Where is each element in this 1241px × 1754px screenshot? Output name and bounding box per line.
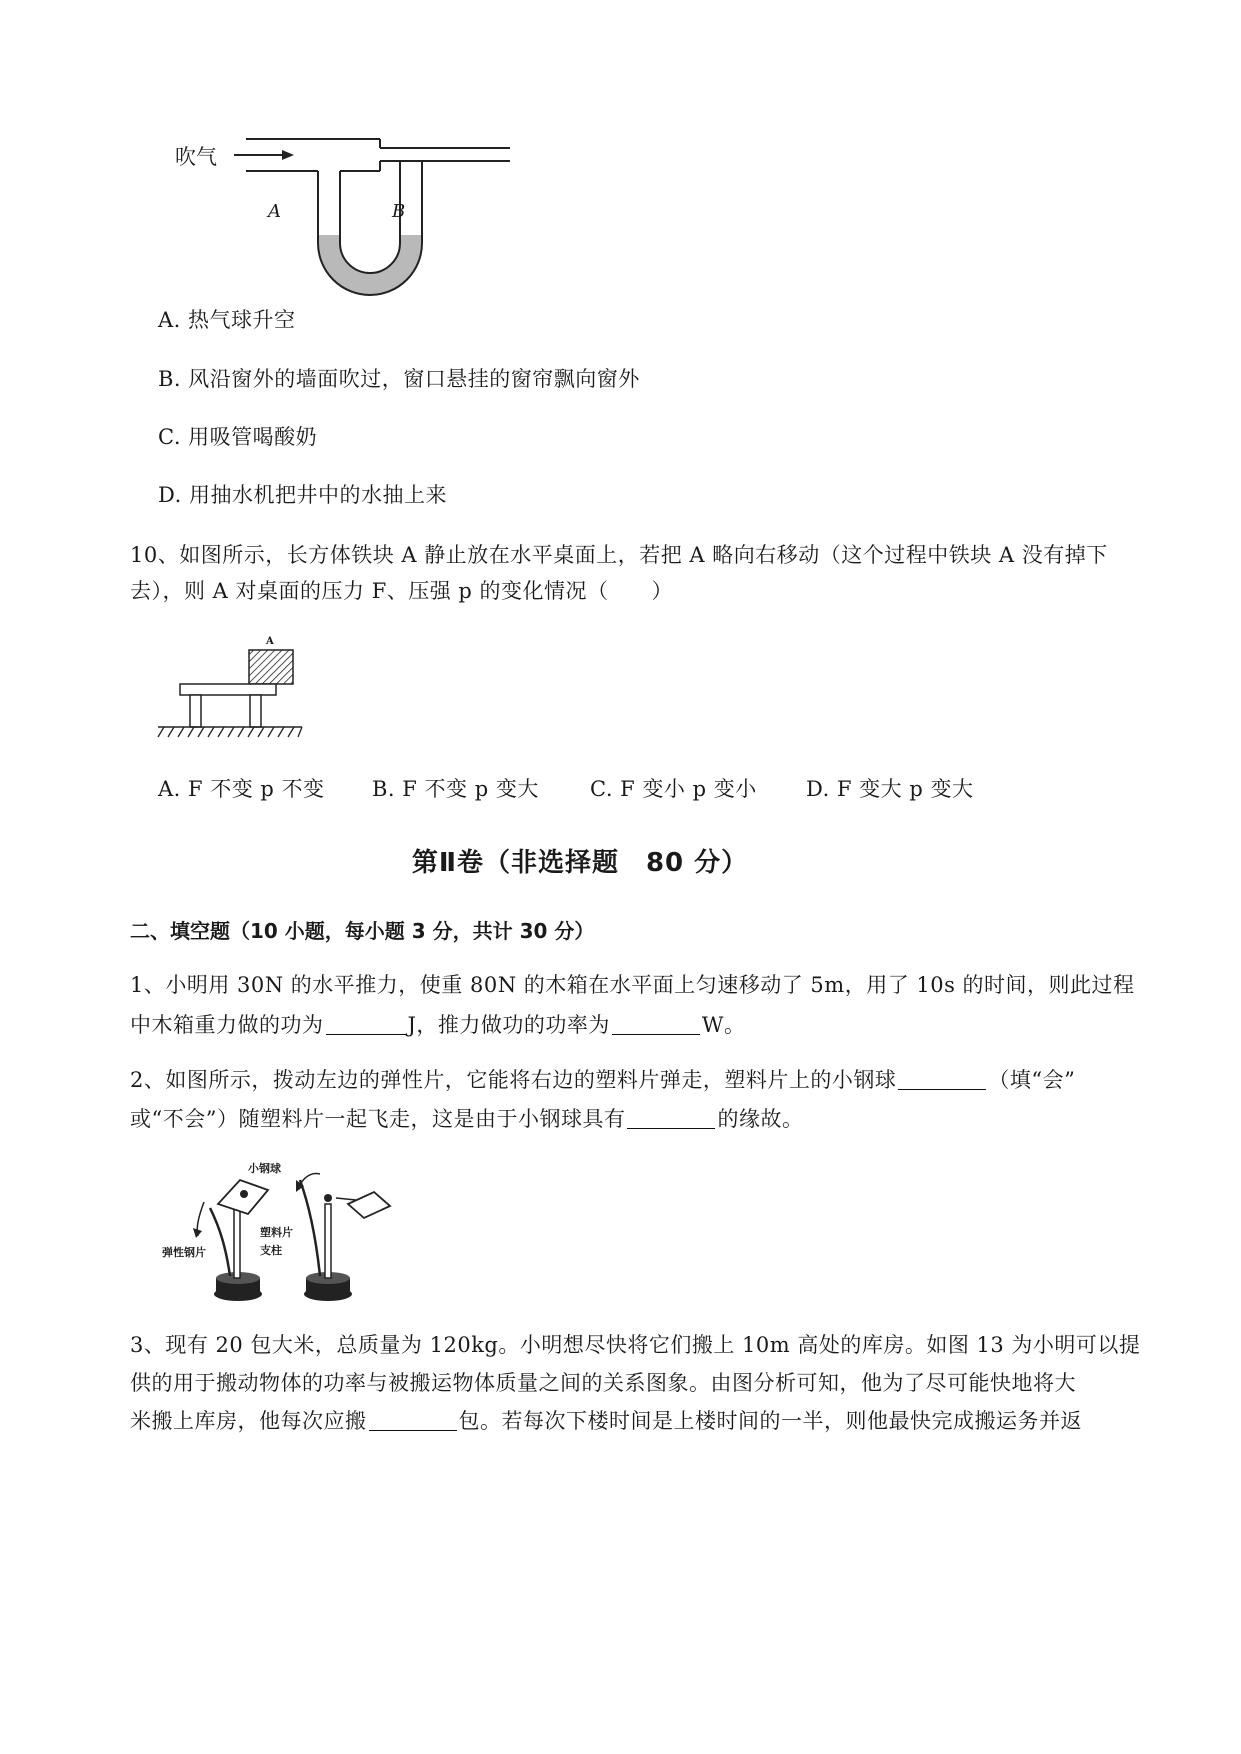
fq2-line1 bbox=[130, 1065, 1075, 1095]
blow-label: 吹气 bbox=[175, 145, 217, 169]
section-title: 第Ⅱ卷（非选择题 80 分） bbox=[411, 848, 749, 878]
label-a: A bbox=[268, 201, 281, 222]
block-label: A bbox=[266, 636, 274, 647]
q9-option-b: B. 风沿窗外的墙面吹过，窗口悬挂的窗帘飘向窗外 bbox=[158, 367, 640, 391]
fq2-line2 bbox=[130, 1104, 803, 1134]
label-b: B bbox=[392, 201, 406, 222]
fq2-blank-2[interactable] bbox=[627, 1106, 715, 1129]
q9-option-a: A. 热气球升空 bbox=[158, 308, 296, 332]
fq3-line3 bbox=[130, 1406, 1082, 1436]
q10-text-line2: 去），则 A 对桌面的压力 F、压强 p 的变化情况（ ） bbox=[130, 579, 674, 603]
q9-option-d: D. 用抽水机把井中的水抽上来 bbox=[158, 483, 447, 507]
fq1-text-a: 中木箱重力做的功为 bbox=[130, 1013, 324, 1037]
section-subtitle: 二、填空题（10 小题，每小题 3 分，共计 30 分） bbox=[130, 919, 595, 943]
q10-option-d: D. F 变大 p 变大 bbox=[806, 777, 974, 801]
fq3-text-a: 米搬上库房，他每次应搬 bbox=[130, 1409, 367, 1433]
label-ball: 小钢球 bbox=[248, 1162, 281, 1175]
label-plastic: 塑料片 bbox=[260, 1226, 293, 1239]
label-pillar: 支柱 bbox=[260, 1244, 282, 1257]
fq3-text-b: 包。若每次下楼时间是上楼时间的一半，则他最快完成搬运务并返 bbox=[458, 1409, 1082, 1433]
fq3-line1: 3、现有 20 包大米，总质量为 120kg。小明想尽快将它们搬上 10m 高处的库房。如图 13 为小明可以提 bbox=[130, 1333, 1141, 1357]
q10-option-a: A. F 不变 p 不变 bbox=[158, 777, 325, 801]
label-spring: 弹性钢片 bbox=[162, 1246, 206, 1259]
fq1-line2 bbox=[130, 1010, 746, 1040]
table-block-figure bbox=[150, 636, 310, 750]
q10-option-c: C. F 变小 p 变小 bbox=[590, 777, 757, 801]
fq2-text-a: 2、如图所示，拨动左边的弹性片，它能将右边的塑料片弹走，塑料片上的小钢球 bbox=[130, 1068, 897, 1092]
fq1-text-b: J，推力做功的功率为 bbox=[407, 1013, 610, 1037]
fq2-text-b: （填“会” bbox=[988, 1068, 1076, 1092]
q10-text-line1: 10、如图所示，长方体铁块 A 静止放在水平桌面上，若把 A 略向右移动（这个过程中铁块 A 没有掉下 bbox=[130, 543, 1108, 567]
fq2-text-c: 或“不会”）随塑料片一起飞走，这是由于小钢球具有 bbox=[130, 1107, 626, 1131]
fq1-line1: 1、小明用 30N 的水平推力，使重 80N 的木箱在水平面上匀速移动了 5m，用了 10s 的时间，则此过程 bbox=[130, 973, 1135, 997]
fq3-line2: 供的用于搬动物体的功率与被搬运物体质量之间的关系图象。由图分析可知，他为了尽可能快地将大 bbox=[130, 1371, 1076, 1395]
q9-option-c: C. 用吸管喝酸奶 bbox=[158, 425, 318, 449]
u-tube-diagram bbox=[150, 125, 520, 315]
fq2-text-d: 的缘故。 bbox=[717, 1107, 804, 1131]
q10-option-b: B. F 不变 p 变大 bbox=[372, 777, 539, 801]
spring-steel-figure bbox=[160, 1158, 400, 1308]
fq1-blank-1[interactable] bbox=[326, 1012, 406, 1035]
table-diagram bbox=[150, 640, 310, 750]
fq3-blank-1[interactable] bbox=[369, 1408, 457, 1431]
fq1-text-c: W。 bbox=[701, 1013, 746, 1037]
fq1-blank-2[interactable] bbox=[612, 1012, 700, 1035]
fq2-blank-1[interactable] bbox=[898, 1067, 986, 1090]
u-tube-figure bbox=[150, 125, 520, 315]
